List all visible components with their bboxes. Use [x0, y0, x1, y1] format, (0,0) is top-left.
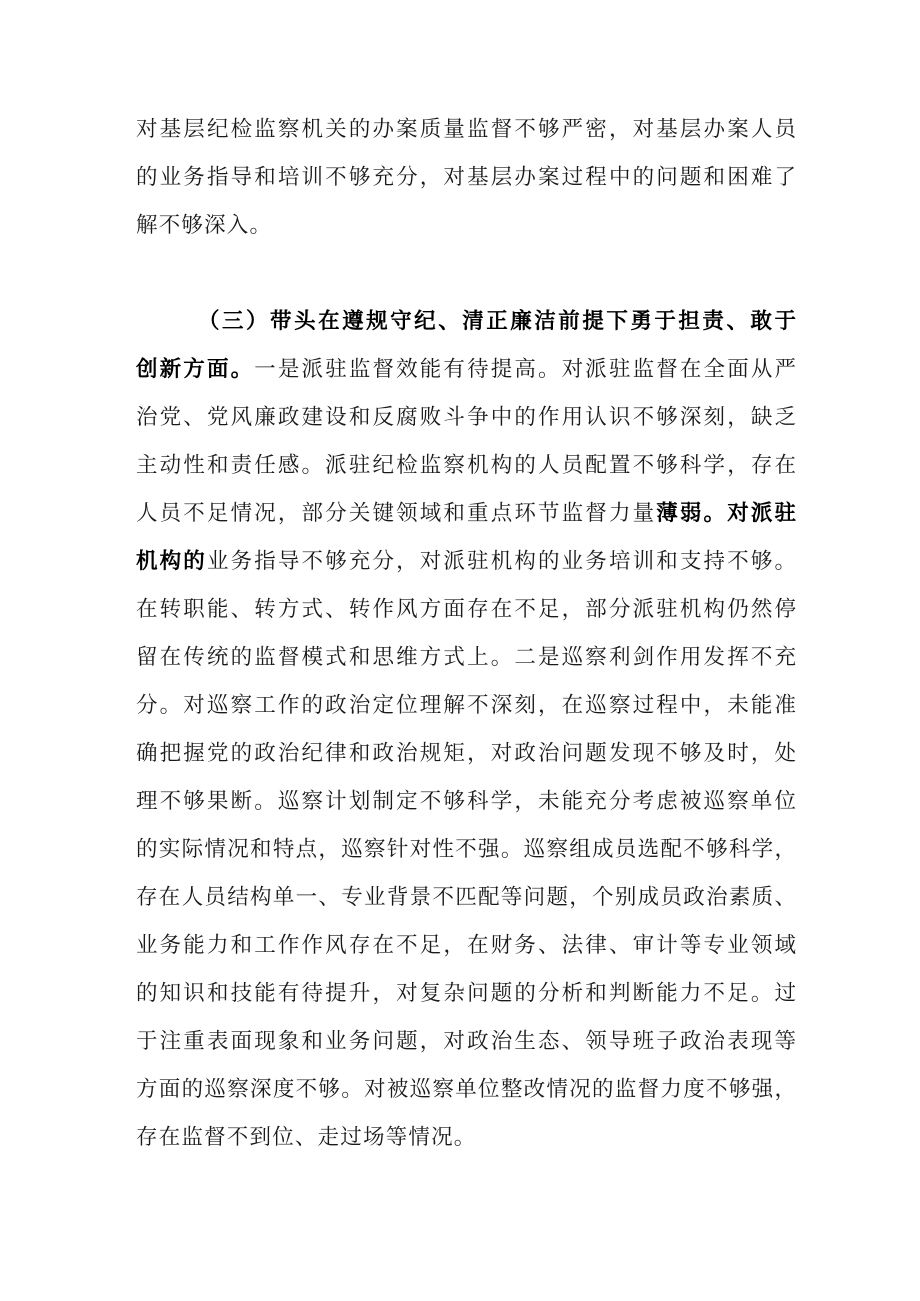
text-line: 的业务指导和培训不够充分，对基层办案过程中的问题和困难了	[136, 165, 796, 190]
text-line: 对基层纪检监察机关的办案质量监督不够严密，对基层办案人员	[136, 117, 796, 142]
text-line: 存在监督不到位、走过场等情况。	[136, 1125, 477, 1150]
text-run: 人员不足情况，部分关键领域和重点环节监督力量	[136, 501, 657, 526]
section-heading-tail: 创新方面。	[136, 357, 255, 382]
text-line: 方面的巡察深度不够。对被巡察单位整改情况的监督力度不够强，	[136, 1077, 796, 1102]
text-line-mixed	[136, 538, 796, 586]
text-line: 分。对巡察工作的政治定位理解不深刻，在巡察过程中，未能准	[136, 693, 796, 718]
text-run: 一是派驻监督效能有待提高。对派驻监督在全面从严	[254, 357, 796, 382]
text-line: 于注重表面现象和业务问题，对政治生态、领导班子政治表现等	[136, 1029, 796, 1054]
paragraph-section-three	[136, 298, 796, 1162]
text-line: 解不够深入。	[136, 213, 273, 238]
text-line: 治党、党风廉政建设和反腐败斗争中的作用认识不够深刻，缺乏	[136, 405, 796, 430]
text-line-mixed	[136, 490, 796, 538]
bold-run: 薄弱。对派驻	[656, 501, 796, 526]
text-line: 在转职能、转方式、转作风方面存在不足，部分派驻机构仍然停	[136, 597, 796, 622]
text-line-mixed	[136, 346, 796, 394]
paragraph-continuation	[136, 106, 796, 250]
text-line: 理不够果断。巡察计划制定不够科学，未能充分考虑被巡察单位	[136, 789, 796, 814]
text-line: 的实际情况和特点，巡察针对性不强。巡察组成员选配不够科学，	[136, 837, 796, 862]
text-line: 存在人员结构单一、专业背景不匹配等问题，个别成员政治素质、	[136, 885, 796, 910]
bold-run: 机构的	[136, 549, 207, 574]
text-line: 留在传统的监督模式和思维方式上。二是巡察利剑作用发挥不充	[136, 645, 796, 670]
text-run: 业务指导不够充分，对派驻机构的业务培训和支持不够。	[206, 549, 796, 574]
text-line: 确把握党的政治纪律和政治规矩，对政治问题发现不够及时，处	[136, 741, 796, 766]
section-heading-line: （三）带头在遵规守纪、清正廉洁前提下勇于担责、敢于	[198, 309, 796, 334]
text-line: 主动性和责任感。派驻纪检监察机构的人员配置不够科学，存在	[136, 453, 796, 478]
text-line: 的知识和技能有待提升，对复杂问题的分析和判断能力不足。过	[136, 981, 796, 1006]
text-line: 业务能力和工作作风存在不足，在财务、法律、审计等专业领域	[136, 933, 796, 958]
